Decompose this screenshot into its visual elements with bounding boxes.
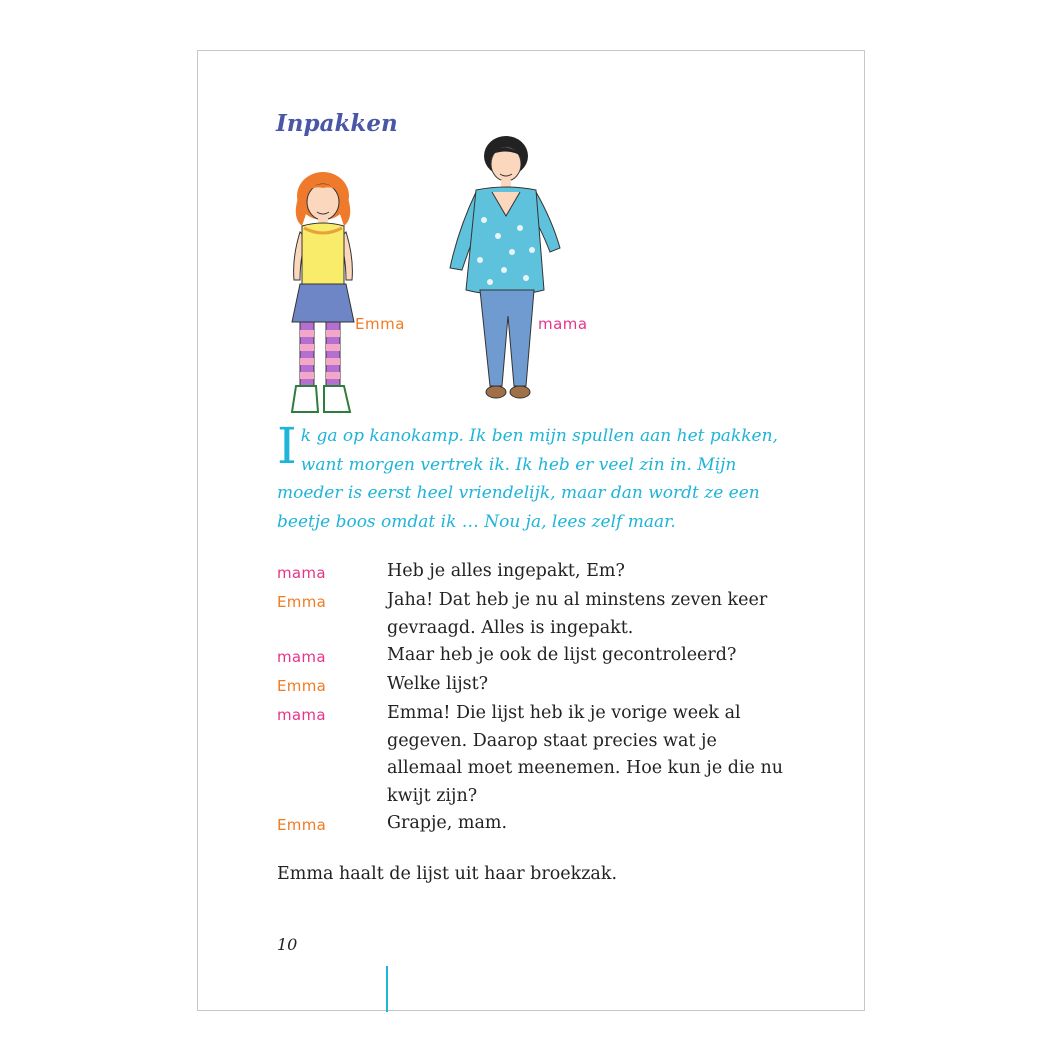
speaker-label: mama bbox=[277, 564, 326, 582]
margin-marker bbox=[386, 966, 388, 1012]
speaker-label: mama bbox=[277, 648, 326, 666]
dialogue bbox=[277, 558, 817, 839]
narration-text: Emma haalt de lijst uit haar broekzak. bbox=[277, 864, 618, 884]
page-number: 10 bbox=[277, 935, 298, 954]
speaker-label: Emma bbox=[277, 677, 327, 695]
dialogue-line bbox=[277, 671, 817, 700]
speaker-label: Emma bbox=[277, 816, 327, 834]
speech-text: Jaha! Dat heb je nu al minstens zeven keer gevraagd. Alles is ingepakt. bbox=[387, 590, 768, 638]
dialogue-line bbox=[277, 587, 817, 642]
speech-text: Grapje, mam. bbox=[387, 813, 508, 833]
speech-text: Welke lijst? bbox=[387, 674, 489, 694]
speech-text: Maar heb je ook de lijst gecontroleerd? bbox=[387, 645, 737, 665]
speech-text: Heb je alles ingepakt, Em? bbox=[387, 561, 625, 581]
mama-illustration bbox=[440, 130, 570, 418]
dialogue-line bbox=[277, 558, 817, 587]
dialogue-line bbox=[277, 810, 817, 839]
emma-caption: Emma bbox=[355, 315, 405, 333]
speaker-label: Emma bbox=[277, 593, 327, 611]
speaker-label: mama bbox=[277, 706, 326, 724]
drop-cap: I bbox=[277, 417, 297, 475]
mama-caption: mama bbox=[538, 315, 588, 333]
speech-text: Emma! Die lijst heb ik je vorige week al gegeven. Daarop staat precies wat je allemaal moet meenemen. Hoe kun je die nu kwijt zijn? bbox=[387, 703, 783, 806]
intro-text: k ga op kanokamp. Ik ben mijn spullen aan het pakken, want morgen vertrek ik. Ik heb er veel zin in. Mijn moeder is eerst heel vriendelijk, maar dan wordt ze een beetje boos omdat ik … Nou ja, lees zelf maar. bbox=[277, 426, 778, 532]
intro-paragraph bbox=[277, 417, 797, 536]
dialogue-line bbox=[277, 642, 817, 671]
emma-illustration bbox=[278, 168, 368, 418]
chapter-title: Inpakken bbox=[276, 110, 398, 137]
dialogue-line bbox=[277, 700, 817, 810]
